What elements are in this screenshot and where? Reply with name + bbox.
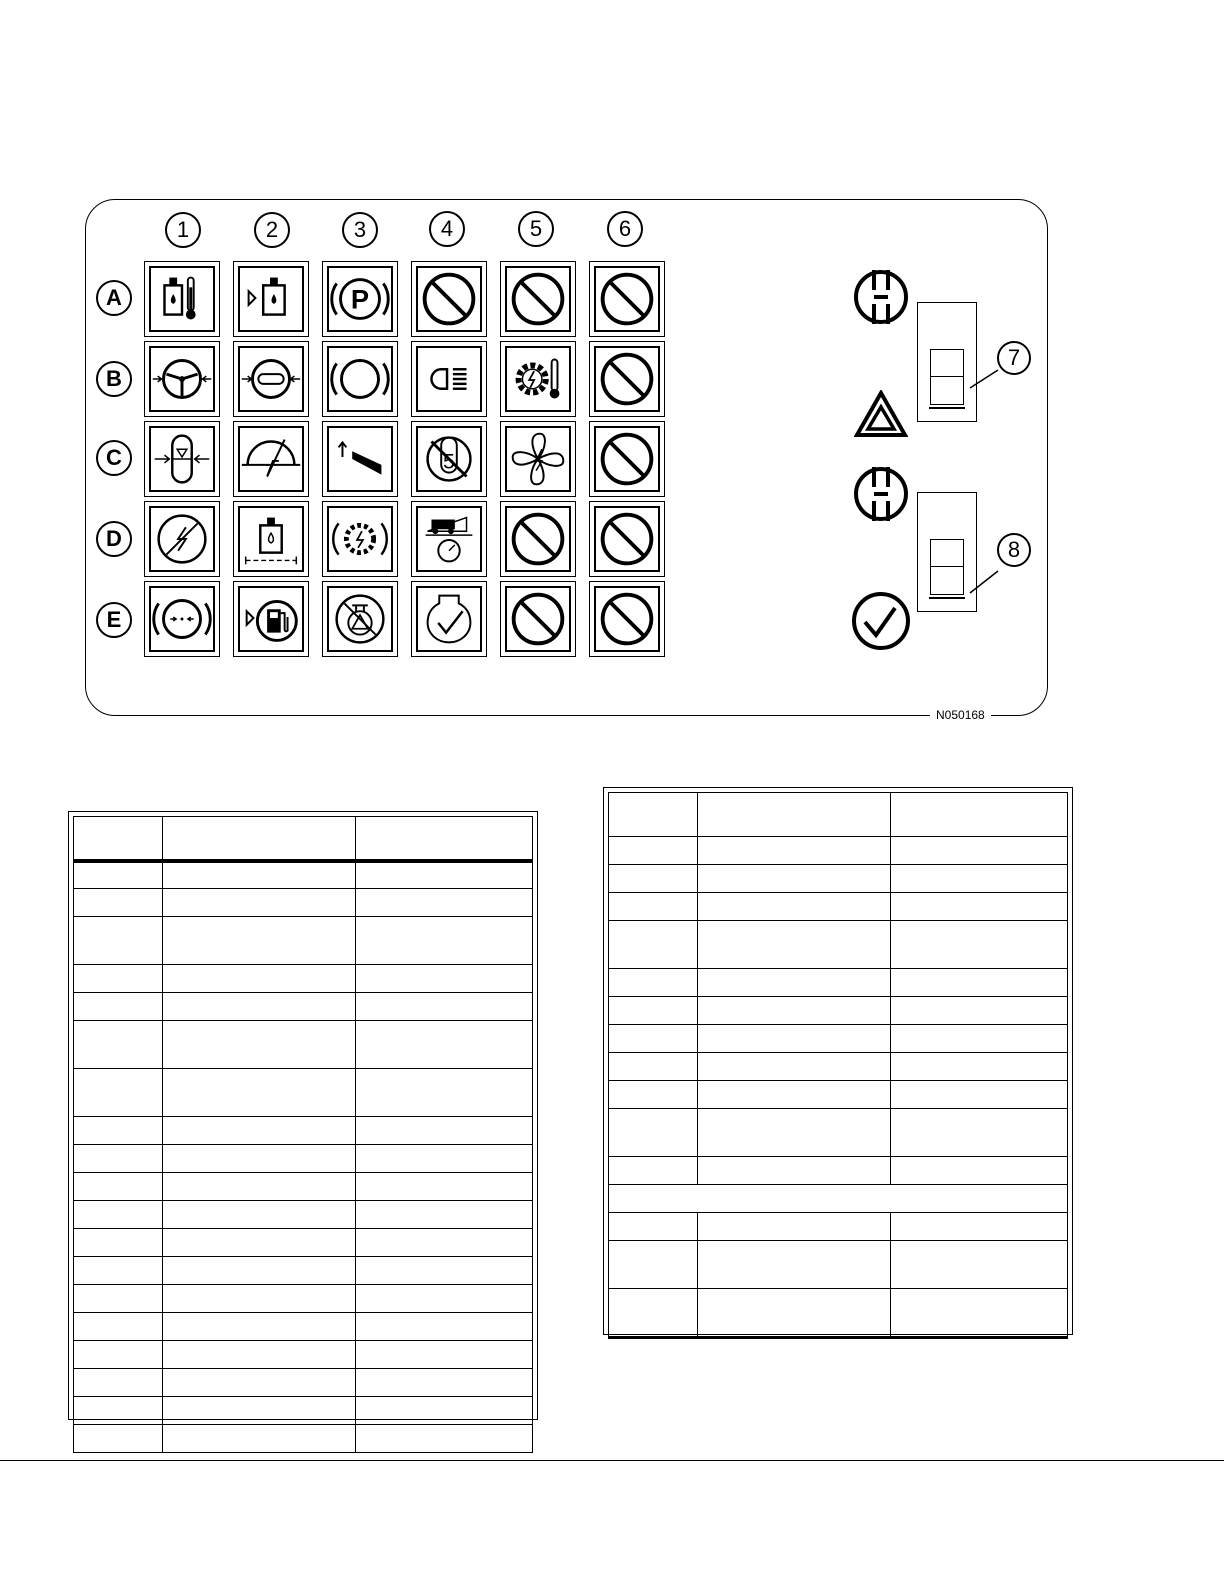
table-cell bbox=[891, 1025, 1068, 1053]
cell-c2 bbox=[233, 421, 309, 497]
table-cell bbox=[356, 1069, 533, 1117]
brake-icon bbox=[323, 342, 397, 416]
blank-icon bbox=[590, 422, 664, 496]
table-row bbox=[74, 861, 533, 889]
table-cell bbox=[74, 965, 163, 993]
table-cell bbox=[891, 793, 1068, 837]
table-cell bbox=[356, 1173, 533, 1201]
accumulator-pressure-icon bbox=[234, 342, 308, 416]
hydraulic-oil-filter-icon bbox=[234, 502, 308, 576]
table-cell bbox=[74, 1341, 163, 1369]
table-row bbox=[74, 1341, 533, 1369]
table-cell bbox=[356, 1341, 533, 1369]
table-cell bbox=[356, 1229, 533, 1257]
table-row bbox=[74, 817, 533, 861]
table-cell bbox=[698, 1109, 891, 1157]
table-cell bbox=[698, 893, 891, 921]
column-number: 6 bbox=[607, 211, 643, 247]
engine-check-icon bbox=[412, 582, 486, 656]
column-number: 4 bbox=[429, 211, 465, 247]
table-cell bbox=[609, 1053, 698, 1081]
table-cell bbox=[698, 1241, 891, 1289]
table-cell bbox=[356, 1021, 533, 1069]
blank-icon bbox=[501, 502, 575, 576]
table-cell bbox=[891, 997, 1068, 1025]
svg-text:P: P bbox=[350, 283, 370, 315]
cell-a3 bbox=[322, 261, 398, 337]
table-cell bbox=[891, 1338, 1068, 1339]
table-row bbox=[609, 1185, 1068, 1213]
table-cell bbox=[891, 1241, 1068, 1289]
table-row bbox=[74, 965, 533, 993]
low-fuel-icon bbox=[234, 582, 308, 656]
table-cell bbox=[163, 1117, 356, 1145]
table-cell bbox=[356, 1117, 533, 1145]
table-row bbox=[609, 969, 1068, 997]
table-row bbox=[74, 1145, 533, 1173]
table-cell bbox=[74, 1257, 163, 1285]
table-cell bbox=[74, 1397, 163, 1425]
table-cell bbox=[74, 861, 163, 889]
cell-a2 bbox=[233, 261, 309, 337]
cell-d3 bbox=[322, 501, 398, 577]
table-cell bbox=[74, 1145, 163, 1173]
table-cell bbox=[74, 1425, 163, 1453]
table-row bbox=[609, 1109, 1068, 1157]
table-row bbox=[74, 1069, 533, 1117]
cell-c1 bbox=[144, 421, 220, 497]
table-cell bbox=[891, 969, 1068, 997]
table-cell bbox=[609, 793, 698, 837]
table-cell bbox=[74, 1201, 163, 1229]
table-cell bbox=[891, 1213, 1068, 1241]
cell-b2 bbox=[233, 341, 309, 417]
table-cell bbox=[698, 1338, 891, 1339]
check-mark-icon bbox=[850, 590, 912, 652]
right-table bbox=[608, 792, 1068, 1339]
table-row bbox=[74, 1201, 533, 1229]
table-row bbox=[74, 1397, 533, 1425]
cell-b1 bbox=[144, 341, 220, 417]
table-cell bbox=[74, 889, 163, 917]
alternator-charging-icon bbox=[145, 502, 219, 576]
table-row bbox=[74, 1117, 533, 1145]
hazard-warning-icon bbox=[854, 390, 908, 438]
retarder-icon bbox=[323, 502, 397, 576]
table-cell bbox=[356, 1313, 533, 1341]
table-cell bbox=[891, 1157, 1068, 1185]
cell-d5 bbox=[500, 501, 576, 577]
blank-icon bbox=[501, 582, 575, 656]
table-cell bbox=[163, 1257, 356, 1285]
cell-e5 bbox=[500, 581, 576, 657]
hydraulic-oil-temperature-icon bbox=[145, 262, 219, 336]
table-cell bbox=[698, 1053, 891, 1081]
table-cell bbox=[163, 1201, 356, 1229]
table-cell bbox=[698, 969, 891, 997]
cell-a1 bbox=[144, 261, 220, 337]
table-cell bbox=[163, 1341, 356, 1369]
table-cell bbox=[163, 1313, 356, 1341]
table-cell bbox=[356, 1397, 533, 1425]
table-row bbox=[609, 921, 1068, 969]
filter-restriction-icon bbox=[145, 422, 219, 496]
table-cell bbox=[698, 865, 891, 893]
table-cell bbox=[609, 1109, 698, 1157]
table-cell bbox=[163, 889, 356, 917]
table-cell bbox=[356, 1201, 533, 1229]
table-row bbox=[609, 1241, 1068, 1289]
row-letter: E bbox=[96, 602, 132, 638]
table-cell bbox=[74, 993, 163, 1021]
table-row bbox=[74, 1369, 533, 1397]
table-row bbox=[74, 1173, 533, 1201]
table-row bbox=[74, 1313, 533, 1341]
table-cell bbox=[163, 1173, 356, 1201]
transmission-temperature-icon bbox=[501, 342, 575, 416]
table-cell bbox=[74, 1313, 163, 1341]
row-letter: A bbox=[96, 280, 132, 316]
column-number: 2 bbox=[254, 212, 290, 248]
table-row bbox=[74, 993, 533, 1021]
table-row bbox=[609, 865, 1068, 893]
table-row bbox=[74, 1021, 533, 1069]
table-cell bbox=[356, 889, 533, 917]
table-cell bbox=[356, 965, 533, 993]
table-cell bbox=[74, 1369, 163, 1397]
cell-c3 bbox=[322, 421, 398, 497]
fan-icon bbox=[501, 422, 575, 496]
table-cell bbox=[163, 1229, 356, 1257]
table-cell bbox=[609, 1338, 698, 1339]
table-cell bbox=[74, 1173, 163, 1201]
cell-b4 bbox=[411, 341, 487, 417]
cell-b5 bbox=[500, 341, 576, 417]
table-cell bbox=[74, 917, 163, 965]
table-row bbox=[609, 997, 1068, 1025]
table-cell bbox=[609, 1289, 698, 1337]
table-cell bbox=[609, 893, 698, 921]
table-cell bbox=[609, 997, 698, 1025]
table-cell bbox=[356, 861, 533, 889]
table-cell bbox=[356, 1145, 533, 1173]
table-cell bbox=[356, 817, 533, 861]
table-cell bbox=[609, 1213, 698, 1241]
table-cell bbox=[74, 1285, 163, 1313]
cell-b3 bbox=[322, 341, 398, 417]
blank-icon bbox=[590, 582, 664, 656]
table-cell bbox=[74, 1021, 163, 1069]
table-cell bbox=[609, 865, 698, 893]
cell-e1 bbox=[144, 581, 220, 657]
table-cell bbox=[698, 837, 891, 865]
headlight-high-beam-icon bbox=[412, 342, 486, 416]
cell-d1 bbox=[144, 501, 220, 577]
table-cell bbox=[163, 1021, 356, 1069]
cell-d4 bbox=[411, 501, 487, 577]
cell-e6 bbox=[589, 581, 665, 657]
rocker-paddle[interactable] bbox=[930, 349, 964, 405]
table-cell bbox=[163, 917, 356, 965]
blank-icon bbox=[501, 262, 575, 336]
cell-c6 bbox=[589, 421, 665, 497]
table-cell bbox=[356, 993, 533, 1021]
table-row bbox=[74, 917, 533, 965]
brake-wear-icon bbox=[145, 582, 219, 656]
table-cell bbox=[356, 1257, 533, 1285]
table-cell bbox=[163, 817, 356, 861]
table-cell bbox=[609, 1157, 698, 1185]
engine-stop-icon bbox=[323, 582, 397, 656]
cell-d6 bbox=[589, 501, 665, 577]
blank-icon bbox=[590, 342, 664, 416]
lamp-test-icon bbox=[852, 268, 910, 326]
table-cell bbox=[163, 965, 356, 993]
table-cell bbox=[891, 1081, 1068, 1109]
table-row bbox=[609, 1025, 1068, 1053]
table-cell bbox=[609, 1025, 698, 1053]
row-letter: B bbox=[96, 361, 132, 397]
table-cell bbox=[74, 1069, 163, 1117]
table-row bbox=[609, 1289, 1068, 1337]
cell-e3 bbox=[322, 581, 398, 657]
blank-icon bbox=[590, 502, 664, 576]
table-row bbox=[609, 793, 1068, 837]
panel-code: N050168 bbox=[930, 707, 991, 723]
table-cell bbox=[698, 1289, 891, 1337]
table-cell bbox=[698, 1081, 891, 1109]
payload-speed-icon bbox=[412, 502, 486, 576]
table-row bbox=[609, 893, 1068, 921]
steering-pressure-icon bbox=[145, 342, 219, 416]
column-number: 3 bbox=[342, 212, 378, 248]
rocker-paddle[interactable] bbox=[930, 539, 964, 595]
table-cell bbox=[891, 1053, 1068, 1081]
blank-icon bbox=[590, 262, 664, 336]
table-row bbox=[609, 1081, 1068, 1109]
row-letter: D bbox=[96, 521, 132, 557]
table-cell bbox=[74, 1117, 163, 1145]
table-cell bbox=[698, 793, 891, 837]
table-cell bbox=[698, 1025, 891, 1053]
table-cell bbox=[163, 861, 356, 889]
table-row bbox=[609, 1338, 1068, 1339]
table-cell bbox=[891, 837, 1068, 865]
parking-brake-icon bbox=[323, 262, 397, 336]
table-cell bbox=[891, 1289, 1068, 1337]
table-cell bbox=[891, 921, 1068, 969]
table-cell bbox=[891, 893, 1068, 921]
cell-a6 bbox=[589, 261, 665, 337]
cell-c4 bbox=[411, 421, 487, 497]
cell-a4 bbox=[411, 261, 487, 337]
table-cell bbox=[74, 1229, 163, 1257]
table-row bbox=[609, 837, 1068, 865]
table-row bbox=[74, 1257, 533, 1285]
row-letter: C bbox=[96, 440, 132, 476]
body-up-icon bbox=[323, 422, 397, 496]
table-cell bbox=[891, 1109, 1068, 1157]
left-table bbox=[73, 816, 533, 1453]
cell-b6 bbox=[589, 341, 665, 417]
table-cell bbox=[163, 1069, 356, 1117]
table-cell bbox=[163, 1425, 356, 1453]
table-row bbox=[74, 1229, 533, 1257]
table-row bbox=[609, 1213, 1068, 1241]
table-cell bbox=[163, 1285, 356, 1313]
cell-d2 bbox=[233, 501, 309, 577]
table-row bbox=[74, 1285, 533, 1313]
table-cell bbox=[163, 1397, 356, 1425]
cell-c5 bbox=[500, 421, 576, 497]
table-cell bbox=[609, 969, 698, 997]
bucket-float-icon bbox=[234, 422, 308, 496]
footer-rule bbox=[0, 1460, 1224, 1461]
svg-text:5: 5 bbox=[443, 449, 455, 474]
table-cell bbox=[74, 817, 163, 861]
table-row bbox=[74, 1425, 533, 1453]
table-cell bbox=[163, 1145, 356, 1173]
cell-e2 bbox=[233, 581, 309, 657]
table-cell bbox=[609, 837, 698, 865]
table-cell bbox=[698, 997, 891, 1025]
table-row bbox=[74, 889, 533, 917]
transmission-range-icon bbox=[412, 422, 486, 496]
table-cell bbox=[356, 1369, 533, 1397]
table-cell bbox=[698, 1157, 891, 1185]
column-number: 5 bbox=[518, 211, 554, 247]
table-cell bbox=[609, 921, 698, 969]
column-number: 1 bbox=[165, 212, 201, 248]
table-cell bbox=[356, 917, 533, 965]
table-cell bbox=[609, 1081, 698, 1109]
table-cell bbox=[609, 1241, 698, 1289]
lamp-test-icon bbox=[852, 465, 910, 523]
blank-icon bbox=[412, 262, 486, 336]
hydraulic-oil-level-icon bbox=[234, 262, 308, 336]
table-cell bbox=[163, 1369, 356, 1397]
cell-a5 bbox=[500, 261, 576, 337]
table-cell bbox=[163, 993, 356, 1021]
table-cell bbox=[609, 1185, 1068, 1213]
switch-callout: 8 bbox=[997, 533, 1031, 567]
table-cell bbox=[356, 1425, 533, 1453]
table-row bbox=[609, 1157, 1068, 1185]
switch-callout: 7 bbox=[997, 341, 1031, 375]
table-row bbox=[609, 1053, 1068, 1081]
table-cell bbox=[698, 921, 891, 969]
cell-e4 bbox=[411, 581, 487, 657]
table-cell bbox=[698, 1213, 891, 1241]
table-cell bbox=[356, 1285, 533, 1313]
table-cell bbox=[891, 865, 1068, 893]
